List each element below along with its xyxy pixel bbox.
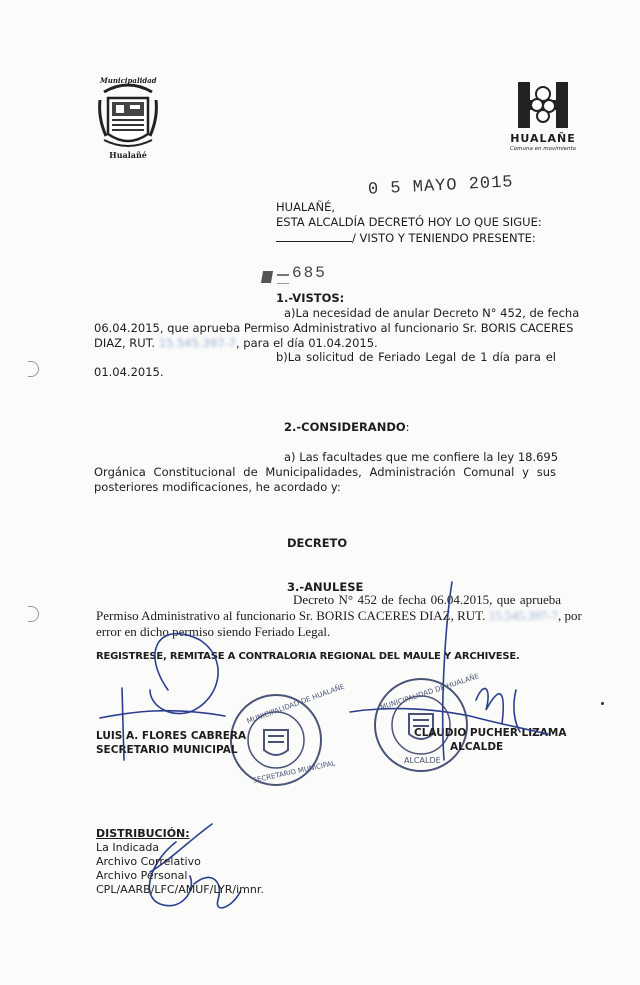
redacted-rut: 15.545.397-7: [158, 336, 236, 350]
distribucion-item-3: Archivo Personal: [96, 869, 188, 882]
mayor-signature-vertical: [443, 582, 452, 760]
vistos-rut-label: DIAZ, RUT.: [94, 336, 156, 350]
secretary-seal-bottom-text: SECRETARIO MUNICIPAL: [252, 759, 337, 785]
redacted-rut-2: 15.545.397-7: [488, 608, 558, 623]
decreto-heading: DECRETO: [287, 536, 348, 550]
date-stamp: 0 5 MAYO 2015: [367, 173, 515, 200]
distribucion-heading: DISTRIBUCIÓN:: [96, 827, 190, 840]
considerando-a-line-3: posteriores modificaciones, he acordado y:: [94, 480, 341, 494]
vistos-b-line-1: b)La solicitud de Feriado Legal de 1 día para el: [276, 350, 556, 364]
considerando-a-line-2: Orgánica Constitucional de Municipalidades, Administración Comunal y sus: [94, 465, 556, 479]
vistos-b-line-2: 01.04.2015.: [94, 365, 164, 379]
place-line: HUALAÑÉ,: [276, 200, 335, 214]
mayor-seal-top-text: MUNICIPALIDAD DE HUALAÑE: [379, 672, 481, 712]
secretary-signature-loop: [150, 634, 218, 714]
distribucion-item-1: La Indicada: [96, 841, 160, 854]
vistos-heading: 1.-VISTOS:: [276, 291, 345, 305]
distribucion-item-4: CPL/AARB/LFC/AMUF/LYR/imnr.: [96, 883, 264, 896]
mayor-title: ALCALDE: [450, 741, 504, 753]
vistos-a-line-2: 06.04.2015, que aprueba Permiso Administrativo al funcionario Sr. BORIS CACERES: [94, 321, 574, 335]
anulese-line-3: error en dicho permiso siendo Feriado Legal.: [96, 624, 331, 639]
intro-line-1: ESTA ALCALDÍA DECRETÓ HOY LO QUE SIGUE:: [276, 215, 542, 229]
distribucion-item-2: Archivo Correlativo: [96, 855, 201, 868]
secretary-seal-top-text: MUNICIPALIDAD DE HUALAÑE: [245, 682, 346, 726]
logo-top-text: Municipalidad: [100, 76, 157, 85]
mayor-seal-bottom-text: ALCALDE: [404, 756, 441, 765]
considerando-colon: :: [405, 420, 410, 434]
anulese-heading: 3.-ANULESE: [287, 580, 364, 594]
mayor-signature-scribble: [476, 689, 520, 732]
intro-line-2-text: / VISTO Y TENIENDO PRESENTE:: [352, 231, 536, 245]
anulese-line-2-text: Permiso Administrativo al funcionario Sr. BORIS CACERES DIAZ, RUT.: [96, 608, 486, 623]
paper-speck: [601, 702, 604, 705]
mayor-name: CLAUDIO PUCHER LIZAMA: [414, 727, 567, 739]
anulese-line-2-end: , por: [557, 608, 582, 623]
vistos-date: , para el día 01.04.2015.: [236, 336, 378, 350]
decree-number-stamp: 685: [292, 264, 327, 282]
logo-bottom-text: Hualañé: [109, 150, 147, 160]
logo-tagline: Comuna en movimiento: [509, 146, 577, 152]
anulese-line-1: Decreto N° 452 de fecha 06.04.2015, que aprueba: [293, 592, 561, 607]
vistos-a-line-1: a)La necesidad de anular Decreto N° 452, de fecha: [284, 306, 580, 320]
secretary-signature-stroke: [100, 688, 225, 760]
logo-name: HUALAÑE: [510, 132, 576, 145]
registrese-line: REGISTRESE, REMITASE A CONTRALORIA REGIONAL DEL MAULE Y ARCHIVESE.: [96, 651, 520, 662]
secretary-title: SECRETARIO MUNICIPAL: [96, 744, 238, 756]
secretary-name: LUIS A. FLORES CABRERA: [96, 730, 247, 742]
considerando-a-line-1: a) Las facultades que me confiere la ley 18.695: [284, 450, 559, 464]
considerando-heading: 2.-CONSIDERANDO: [284, 420, 406, 434]
